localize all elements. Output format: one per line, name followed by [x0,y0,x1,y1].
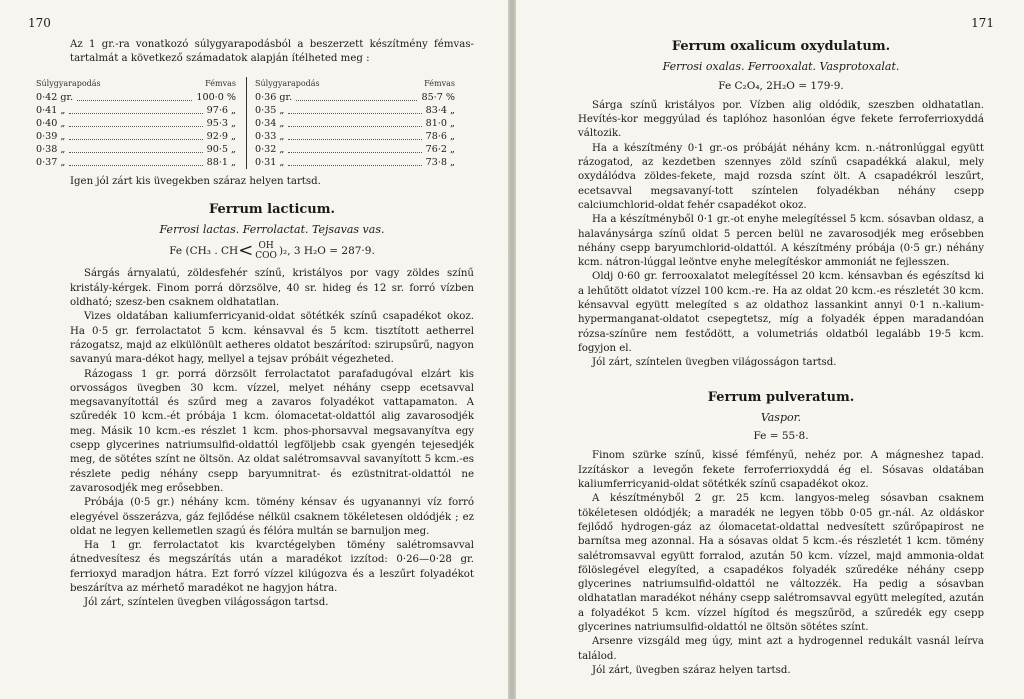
chemical-formula [70,241,474,261]
formula-branch [255,241,277,261]
table-row [36,104,236,117]
table-row [36,143,236,156]
formula-bottom: COO [255,251,277,262]
weight-cell: 0·31 „ [255,156,285,168]
paragraph: Jól zárt, színtelen üvegben világosságon tartsd. [592,357,837,369]
synonyms: Ferrosi oxalas. Ferrooxalat. Vasprotoxalat. [662,60,900,74]
paragraph: Sárga színű kristályos por. Vízben alig oldódik, szeszben oldhatatlan. Hevítés-kor meggyúlad és taplóhoz hasonlóan égve fekete ferroferrioxyddá változik. [578,99,984,140]
table-row [255,143,455,156]
header-iron: Fémvas [424,78,455,88]
iron-cell: 81·0 „ [425,117,455,129]
page-number-left: 170 [28,16,51,30]
table-row [255,156,455,169]
section-title-ferrum-pulveratum: Ferrum pulveratum. [707,389,855,405]
table-row [36,130,236,143]
left-page-content [36,38,474,611]
table-header [36,77,236,90]
right-page [516,0,1024,699]
iron-cell: 97·6 „ [206,104,236,116]
paragraph: Ha a készítményből 0·1 gr.-ot enyhe melegítéssel 5 kcm. sósavban oldasz, a halaványsárga színű oldat 5 percen belül ne zavarosodjék meg erősebben néhány csepp baryumchlorid-oldattól. A készítmény próbája (0·5 gr.) néhány kcm. nátron-lúggal leöntve enyhe melegítéskor ammoniát ne fejlesszen. [578,214,984,269]
formula-prefix: Fe (CH₃ . CH [169,245,239,258]
table-header [255,77,455,90]
table-column-left [36,77,236,169]
section-title-ferrum-lacticum: Ferrum lacticum. [208,201,336,217]
paragraph: Ha a készítmény 0·1 gr.-os próbáját néhány kcm. n.-nátronlúggal együtt rázogatod, az kezdetben szennyes zöld színű csapadékká alakul, mely oxydálódva zöldes-fekete, majd rozsda színt ölt. A csapadékról leszűrt, ecetsavval megsavanyí-tott színtelen folyadékban néhány csepp calciumchlorid-oldat fehér csapadékot okoz. [578,142,984,211]
weight-cell: 0·32 „ [255,143,285,155]
iron-cell: 85·7 % [421,91,455,103]
table-row [36,91,236,104]
iron-cell: 73·8 „ [425,156,455,168]
iron-cell: 92·9 „ [206,130,236,142]
table-row [255,130,455,143]
iron-cell: 95·3 „ [206,117,236,129]
intro-paragraph: Az 1 gr.-ra vonatkozó súlygyarapodásból a beszerzett készítmény fémvas-tartalmát a következő számadatok alapján ítélheted meg : [70,39,474,65]
iron-cell: 76·2 „ [425,143,455,155]
table-column-right [246,77,455,169]
paragraph: Rázogass 1 gr. porrá dörzsölt ferrolactatot parafadugóval elzárt kis orvosságos üvegben 30 kcm. vízzel, melyet néhány csepp ecetsavval megsavanyítottál és szűrd meg a zavaros folyadékot vattapamaton. A szűredék 10 kcm.-ét próbája 1 kcm. ólomacetat-oldattól alig zavarosodjék meg. Másik 10 kcm.-es részlet 1 kcm. phos-phorsavval megsavanyítva egy csepp glycerines natriumsulfid-oldattól legföljebb csak gyengén tejesedjék meg, de sötétes színt ne öltsön. Az oldat salétromsavval savanyított 5 kcm.-es részlete pedig néhány csepp baryumnitrat- és ezüstnitrat-oldattól ne zavarosodjék meg erősebben. [70,368,474,494]
weight-cell: 0·39 „ [36,130,66,142]
header-weight-gain: Súlygyarapodás [255,78,320,88]
table-row [255,104,455,117]
table-row [255,91,455,104]
weight-cell: 0·36 gr. [255,91,293,103]
book-gutter [508,0,516,699]
table-row [255,117,455,130]
table-row [36,156,236,169]
weight-cell: 0·35 „ [255,104,285,116]
right-page-content [578,38,984,678]
section-title-ferrum-oxalicum: Ferrum oxalicum oxydulatum. [671,39,891,54]
weight-cell: 0·41 „ [36,104,66,116]
synonyms: Vaspor. [760,410,802,424]
page-number-right: 171 [971,16,994,30]
table-row [36,117,236,130]
paragraph: A készítményből 2 gr. 25 kcm. langyos-meleg sósavban csaknem tökéletesen oldódjék; a maradék ne legyen több 0·05 gr.-nál. Az oldáskor fejlődő hydrogen-gáz az ólomacetat-oldattal nedvesített szűrőpapirost ne barnítsa meg azonnal. Ha a sósavas oldat 5 kcm.-és részletét 1 kcm. tömény salétromsavval együtt forralod, azután 50 kcm. vízzel, majd ammonia-oldat fölöslegével elegyíted, a csapadékos folyadék szűredéke néhány csepp glycerines natriumsulfid-oldattól ne változzék. Ha pedig a sósavban oldhatatlan maradékot néhány csepp salétromsavval együtt melegíted, azután a folyadékot 5 kcm. vízzel hígítod és megszűröd, a szűredék egy csepp glycerines natriumsulfid-oldattól ne öltsön sötétes színt. [578,493,984,633]
bracket-glyph: < [238,240,254,262]
weight-cell: 0·38 „ [36,143,66,155]
storage-note: Igen jól zárt kis üvegekben száraz helyen tartsd. [70,175,321,187]
paragraph: Próbája (0·5 gr.) néhány kcm. tömény kénsav és ugyanannyi víz forró elegyével összerázva, gáz fejlődése nélkül csaknem tökéletesen oldódjék ; ez oldat ne legyen kellemetlen szagú és félóra multán se barnuljon meg. [70,497,474,537]
chemical-formula: Fe = 55·8. [753,430,809,443]
iron-cell: 88·1 „ [206,156,236,168]
paragraph: Ha 1 gr. ferrolactatot kis kvarctégelyben tömény salétromsavval átnedvesítesz és megszárítás után a maradékot izzítod: 0·26—0·28 gr. ferrioxyd maradjon hátra. Ezt forró vízzel kilúgozva és a leszűrt folyadékot beszárítva az mérhető maradékot ne hagyjon hátra. [70,540,474,595]
weight-cell: 0·33 „ [255,130,285,142]
paragraph: Vizes oldatában kaliumferricyanid-oldat sötétkék színű csapadékot okoz. Ha 0·5 gr. ferrolactatot 5 kcm. kénsavval és 5 kcm. tisztított aetherrel rázogatsz, majd az elkülönült aetheres oldatot beszárítod: szirupsűrű, nagyon savanyú mara-dékot hagy, mellyel a tejsav próbáit végezheted. [70,311,474,366]
weight-cell: 0·40 „ [36,117,66,129]
weight-cell: 0·42 gr. [36,91,74,103]
iron-cell: 78·6 „ [425,130,455,142]
iron-cell: 83·4 „ [425,104,455,116]
left-page [0,0,508,699]
weight-gain-table [36,77,474,169]
paragraph: Finom szürke színű, kissé fémfényű, nehéz por. A mágneshez tapad. Izzításkor a levegőn fekete ferroferrioxyddá ég el. Sósavas oldatában kaliumferricyanid-oldat sötétkék színű csapadékot okoz. [578,450,984,491]
paragraph: Jól zárt, színtelen üvegben világosságon tartsd. [84,597,329,609]
paragraph: Oldj 0·60 gr. ferrooxalatot melegítéssel 20 kcm. kénsavban és egészítsd ki a lehűtött oldatot vízzel 100 kcm.-re. Ha az oldat 20 kcm.-es részletét 30 kcm. kénsavval együtt melegíted s az oldathoz lassankint annyi 0·1 n.-kalium-hypermanganat-oldatot csepegtetsz, míg a folyadék éppen maradandóan rózsa-színűre nem festődött, a volumetriás oldatból legalább 19·5 kcm. fogyjon el. [578,271,984,354]
iron-cell: 90·5 „ [206,143,236,155]
paragraph: Sárgás árnyalatú, zöldesfehér színű, kristályos por vagy zöldes színű kristály-kérgek. Finom porrá dörzsölve, 40 sr. hideg és 12 sr. forró vízben oldható; szesz-ben csaknem oldhatatlan. [70,268,474,309]
paragraph: Arsenre vizsgáld meg úgy, mint azt a hydrogennel redukált vasnál leírva találod. [578,636,984,662]
weight-cell: 0·34 „ [255,117,285,129]
chemical-formula: Fe C₂O₄, 2H₂O = 179·9. [718,79,844,92]
formula-suffix: )₂, 3 H₂O = 287·9. [278,245,375,258]
paragraph: Jól zárt, üvegben száraz helyen tartsd. [592,664,791,676]
weight-cell: 0·37 „ [36,156,66,168]
header-weight-gain: Súlygyarapodás [36,78,101,88]
iron-cell: 100·0 % [196,91,236,103]
header-iron: Fémvas [205,78,236,88]
synonyms: Ferrosi lactas. Ferrolactat. Tejsavas vas. [159,223,385,237]
formula-top: OH [258,241,274,252]
